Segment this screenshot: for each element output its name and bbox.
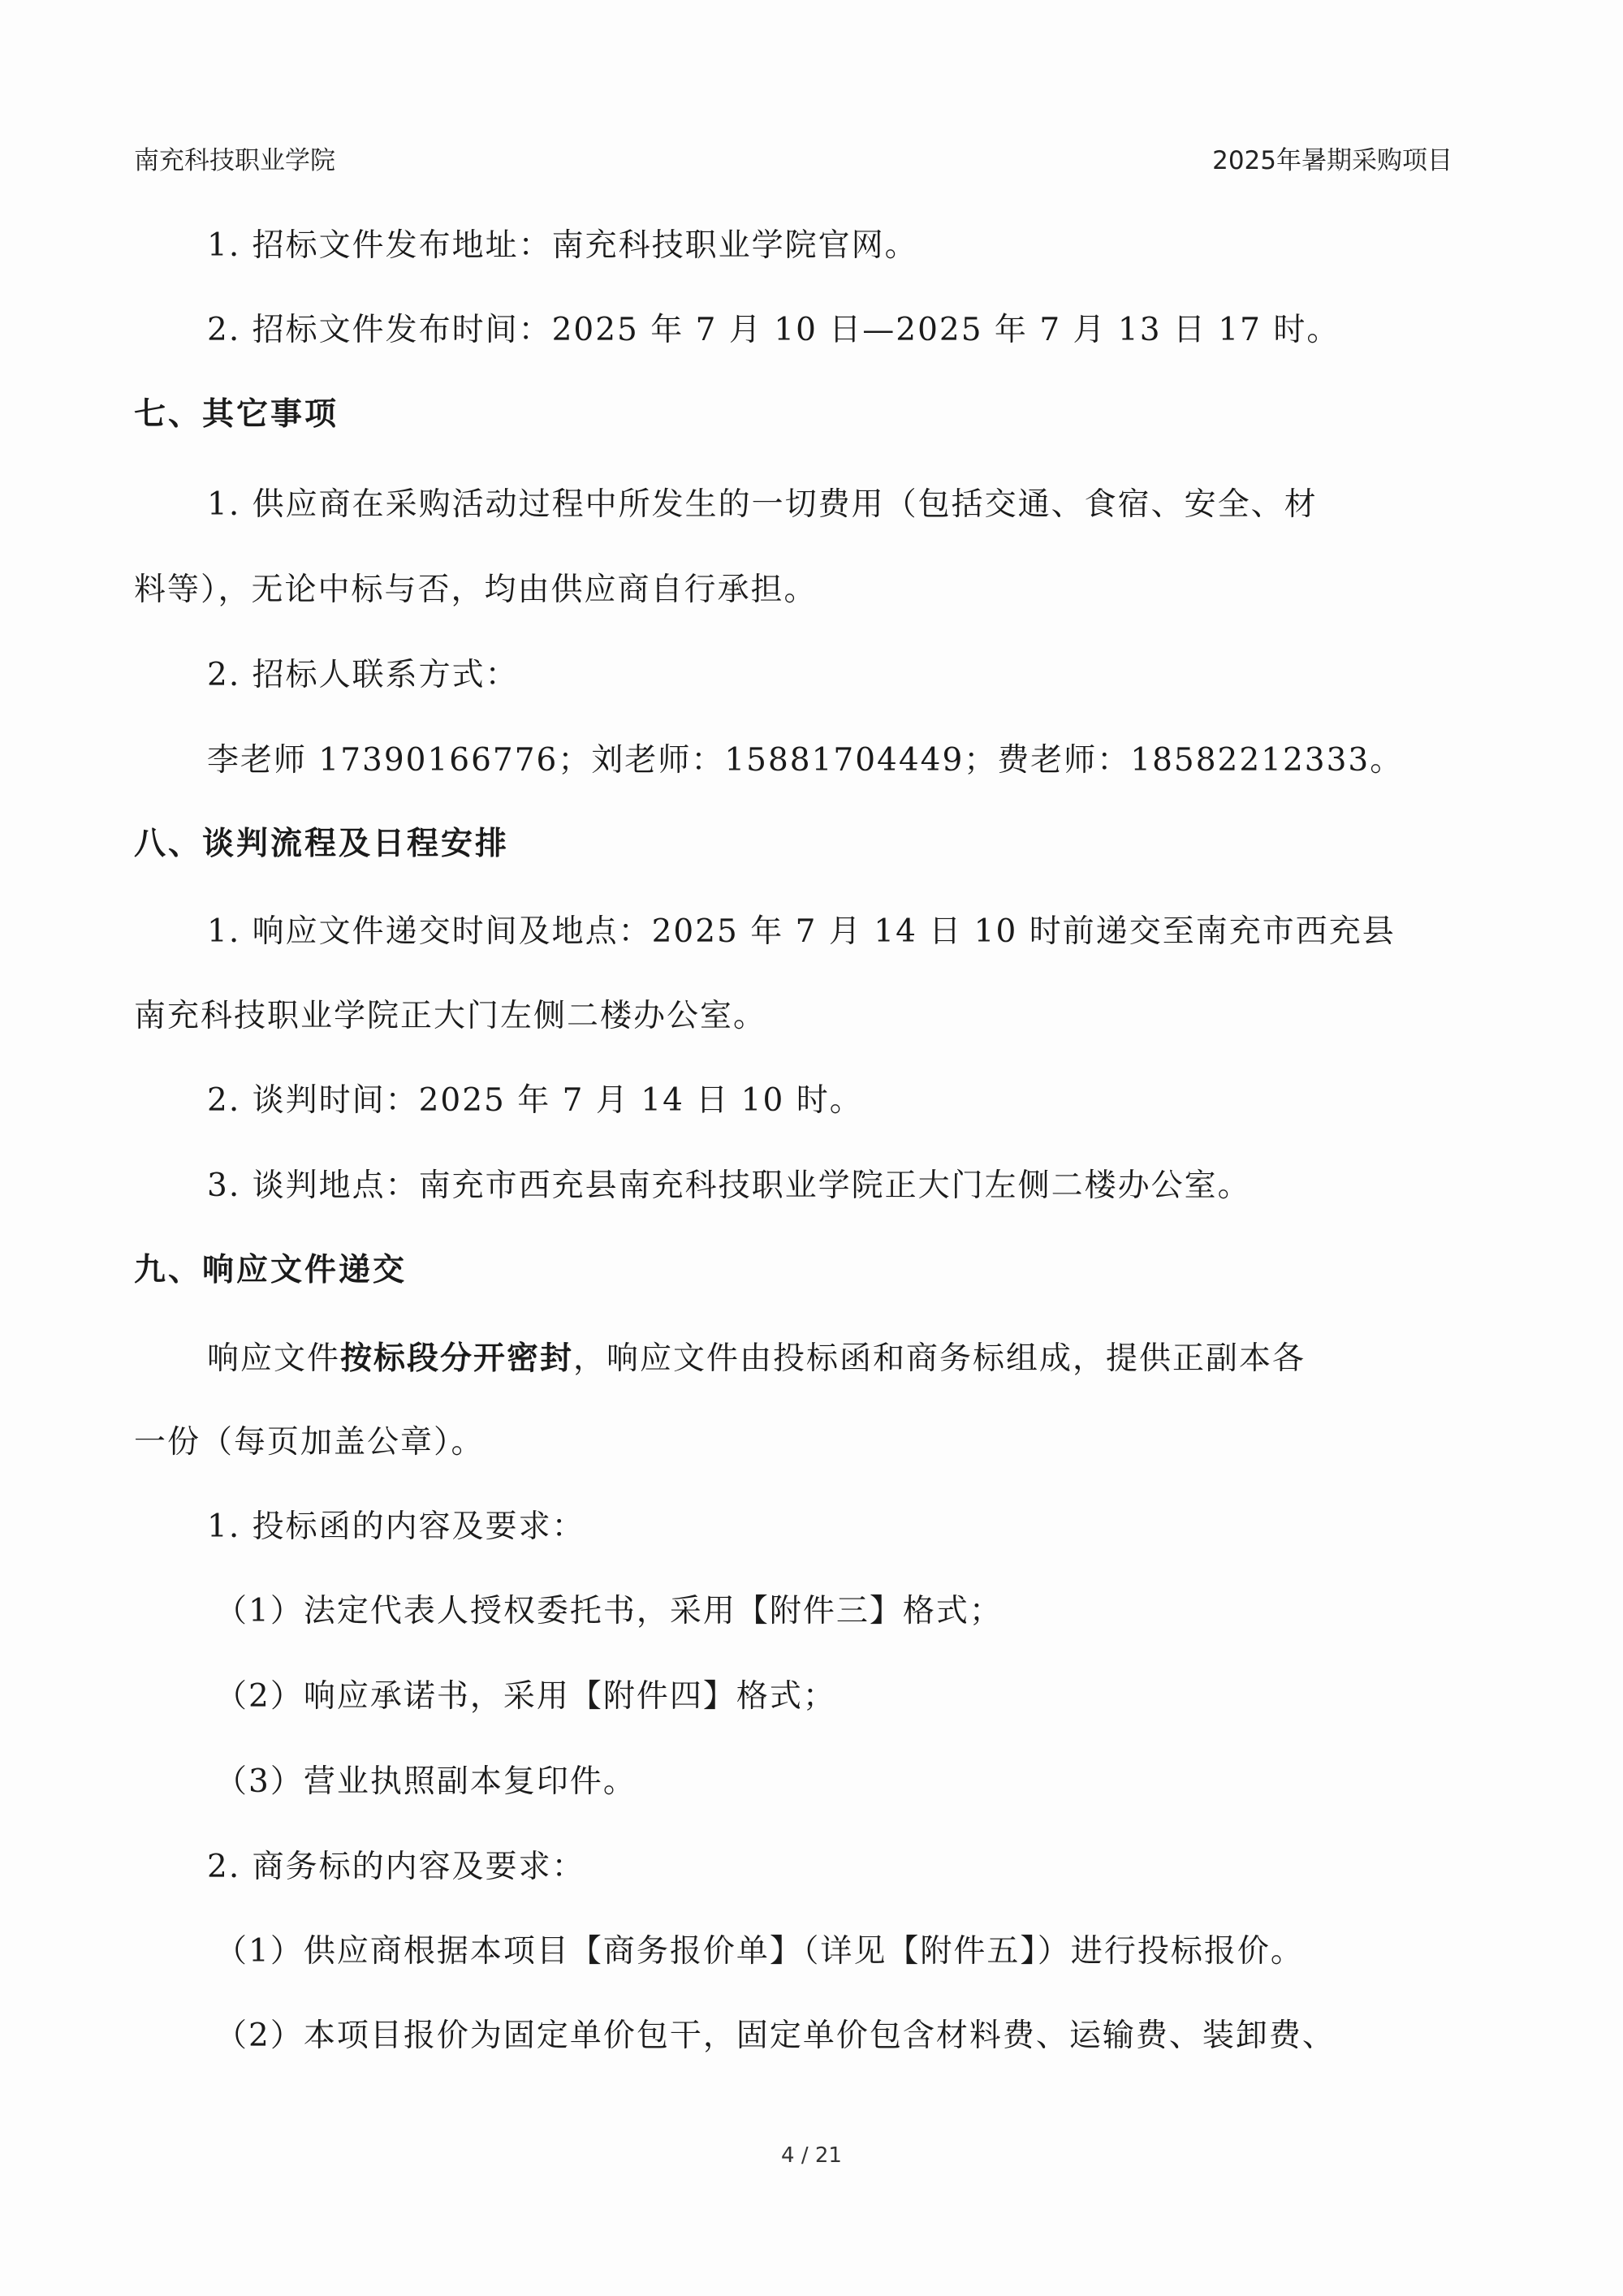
header-institution: 南充科技职业学院 — [134, 146, 335, 175]
list-item: （2）本项目报价为固定单价包干，固定单价包含材料费、运输费、装卸费、 — [215, 2018, 1336, 2054]
paragraph-line: 2. 招标人联系方式： — [207, 657, 519, 693]
paragraph-line: 1. 投标函的内容及要求： — [207, 1508, 585, 1545]
section-heading-9: 九、响应文件递交 — [134, 1252, 408, 1288]
paragraph-line: 1. 响应文件递交时间及地点：2025 年 7 月 14 日 10 时前递交至南充市西充县 — [207, 913, 1396, 950]
list-item: （1）供应商根据本项目【商务报价单】（详见【附件五】）进行投标报价。 — [215, 1933, 1304, 1970]
text-span: ，响应文件由投标函和商务标组成，提供正副本各 — [573, 1340, 1306, 1377]
paragraph-line: 3. 谈判地点：南充市西充县南充科技职业学院正大门左侧二楼办公室。 — [207, 1167, 1251, 1204]
paragraph-line: 南充科技职业学院正大门左侧二楼办公室。 — [134, 998, 767, 1034]
paragraph-line: 2. 招标文件发布时间：2025 年 7 月 10 日—2025 年 7 月 13 日 17 时。 — [207, 312, 1340, 348]
list-item: （3）营业执照副本复印件。 — [215, 1763, 637, 1800]
section-heading-7: 七、其它事项 — [134, 396, 339, 433]
paragraph-line: 1. 供应商在采购活动过程中所发生的一切费用（包括交通、食宿、安全、材 — [207, 486, 1318, 523]
list-item: （2）响应承诺书，采用【附件四】格式； — [215, 1678, 836, 1715]
text-span: 响应文件 — [207, 1340, 341, 1377]
paragraph-line: 1. 招标文件发布地址：南充科技职业学院官网。 — [207, 227, 918, 264]
header-project: 2025年暑期采购项目 — [1212, 146, 1452, 175]
emphasis-text: 按标段分开密封 — [340, 1340, 574, 1377]
paragraph-line: 2. 谈判时间：2025 年 7 月 14 日 10 时。 — [207, 1082, 863, 1119]
paragraph-line: 料等），无论中标与否，均由供应商自行承担。 — [134, 572, 818, 608]
contact-line: 李老师 17390166776；刘老师：15881704449；费老师：18582212333。 — [207, 742, 1404, 779]
page-number: 4 / 21 — [781, 2143, 842, 2168]
paragraph-line: 一份（每页加盖公章）。 — [134, 1424, 485, 1461]
section-heading-8: 八、谈判流程及日程安排 — [134, 826, 510, 862]
paragraph-line — [207, 1338, 1306, 1379]
paragraph-line: 2. 商务标的内容及要求： — [207, 1849, 585, 1885]
list-item: （1）法定代表人授权委托书，采用【附件三】格式； — [215, 1593, 1003, 1629]
